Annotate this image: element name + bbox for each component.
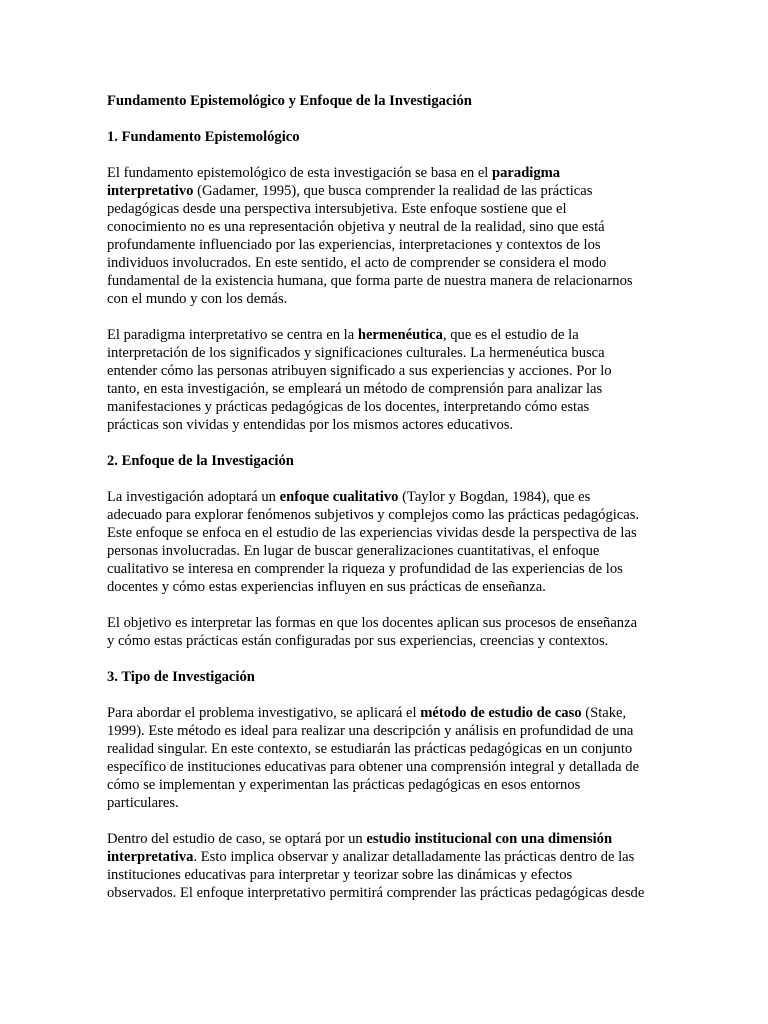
text-run: y cómo estas prácticas están configuradas por sus experiencias, creencias y contextos.	[107, 633, 609, 649]
text-line	[107, 362, 668, 380]
text-line	[107, 704, 668, 722]
text-run: La investigación adoptará un	[107, 489, 280, 505]
text-run: prácticas son vividas y entendidas por los mismos actores educativos.	[107, 417, 514, 433]
text-line	[107, 614, 668, 632]
text-line	[107, 344, 668, 362]
paragraph	[107, 488, 668, 596]
text-line	[107, 326, 668, 344]
text-line	[107, 722, 668, 740]
text-line	[107, 632, 668, 650]
text-line	[107, 200, 668, 218]
text-run: con el mundo y con los demás.	[107, 291, 288, 307]
text-run: cómo se implementan y experimentan las prácticas pedagógicas en esos entornos	[107, 777, 581, 793]
text-line	[107, 272, 668, 290]
paragraph	[107, 830, 668, 902]
text-run: cualitativo se interesa en comprender la riqueza y profundidad de las experiencias de los	[107, 561, 623, 577]
bold-term: paradigma	[492, 165, 561, 181]
text-run: (Stake,	[581, 705, 627, 721]
text-run: Dentro del estudio de caso, se optará por un	[107, 831, 367, 847]
paragraph	[107, 704, 668, 812]
paragraph	[107, 326, 668, 434]
text-line	[107, 506, 668, 524]
text-run: interpretación de los significados y significaciones culturales. La hermenéutica busca	[107, 345, 605, 361]
text-line	[107, 164, 668, 182]
text-run: adecuado para explorar fenómenos subjetivos y complejos como las prácticas pedagógicas.	[107, 507, 640, 523]
text-line	[107, 560, 668, 578]
text-run: personas involucradas. En lugar de buscar generalizaciones cuantitativas, el enfoque	[107, 543, 600, 559]
section-heading: 2. Enfoque de la Investigación	[107, 453, 294, 469]
text-run: conocimiento no es una representación objetiva y neutral de la realidad, sino que está	[107, 219, 605, 235]
text-line	[107, 416, 668, 434]
text-run: docentes y cómo estas experiencias influyen en sus prácticas de enseñanza.	[107, 579, 546, 595]
text-run: El fundamento epistemológico de esta investigación se basa en el	[107, 165, 492, 181]
section-heading: 3. Tipo de Investigación	[107, 669, 255, 685]
text-run: manifestaciones y prácticas pedagógicas de los docentes, interpretando cómo estas	[107, 399, 590, 415]
paragraph	[107, 164, 668, 308]
text-run: El objetivo es interpretar las formas en que los docentes aplican sus procesos de enseñanza	[107, 615, 638, 631]
text-line	[107, 542, 668, 560]
text-run: El paradigma interpretativo se centra en la	[107, 327, 358, 343]
text-line	[107, 398, 668, 416]
paragraph	[107, 614, 668, 650]
text-line	[107, 254, 668, 272]
text-run: . Esto implica observar y analizar detalladamente las prácticas dentro de las	[193, 849, 635, 865]
bold-term: interpretativo	[107, 183, 194, 199]
text-run: fundamental de la existencia humana, que forma parte de nuestra manera de relacionarnos	[107, 273, 633, 289]
text-line	[107, 884, 668, 902]
text-line	[107, 488, 668, 506]
text-run: particulares.	[107, 795, 179, 811]
document-title: Fundamento Epistemológico y Enfoque de la Investigación	[107, 93, 472, 109]
text-line	[107, 236, 668, 254]
section-heading: 1. Fundamento Epistemológico	[107, 129, 300, 145]
bold-term: estudio institucional con una dimensión	[366, 831, 613, 847]
text-line	[107, 578, 668, 596]
bold-term: método de estudio de caso	[420, 705, 582, 721]
text-run: (Gadamer, 1995), que busca comprender la realidad de las prácticas	[193, 183, 593, 199]
text-line	[107, 776, 668, 794]
text-run: 1999). Este método es ideal para realizar una descripción y análisis en profundidad de una	[107, 723, 634, 739]
text-run: (Taylor y Bogdan, 1984), que es	[398, 489, 591, 505]
text-line	[107, 380, 668, 398]
document-body	[107, 128, 668, 902]
text-run: individuos involucrados. En este sentido, el acto de comprender se considera el modo	[107, 255, 607, 271]
text-run: específico de instituciones educativas para obtener una comprensión integral y detallada de	[107, 759, 640, 775]
text-line	[107, 524, 668, 542]
text-line	[107, 866, 668, 884]
text-line	[107, 290, 668, 308]
text-line	[107, 758, 668, 776]
text-run: , que es el estudio de la	[442, 327, 579, 343]
text-run: Este enfoque se enfoca en el estudio de las experiencias vividas desde la perspectiva de las	[107, 525, 637, 541]
text-line	[107, 794, 668, 812]
text-run: tanto, en esta investigación, se empleará un método de comprensión para analizar las	[107, 381, 603, 397]
text-run: profundamente influenciado por las experiencias, interpretaciones y contextos de los	[107, 237, 601, 253]
bold-term: interpretativa	[107, 849, 194, 865]
text-run: pedagógicas desde una perspectiva intersubjetiva. Este enfoque sostiene que el	[107, 201, 567, 217]
text-line	[107, 182, 668, 200]
text-run: observados. El enfoque interpretativo permitirá comprender las prácticas pedagógicas desde	[107, 885, 645, 901]
text-run: Para abordar el problema investigativo, se aplicará el	[107, 705, 421, 721]
bold-term: hermenéutica	[357, 327, 443, 343]
text-run: entender cómo las personas atribuyen significado a sus experiencias y acciones. Por lo	[107, 363, 612, 379]
text-line	[107, 848, 668, 866]
text-run: realidad singular. En este contexto, se estudiarán las prácticas pedagógicas en un conjunto	[107, 741, 633, 757]
text-line	[107, 830, 668, 848]
text-line	[107, 740, 668, 758]
text-run: instituciones educativas para interpretar y teorizar sobre las dinámicas y efectos	[107, 867, 573, 883]
bold-term: enfoque cualitativo	[279, 489, 399, 505]
text-line	[107, 218, 668, 236]
